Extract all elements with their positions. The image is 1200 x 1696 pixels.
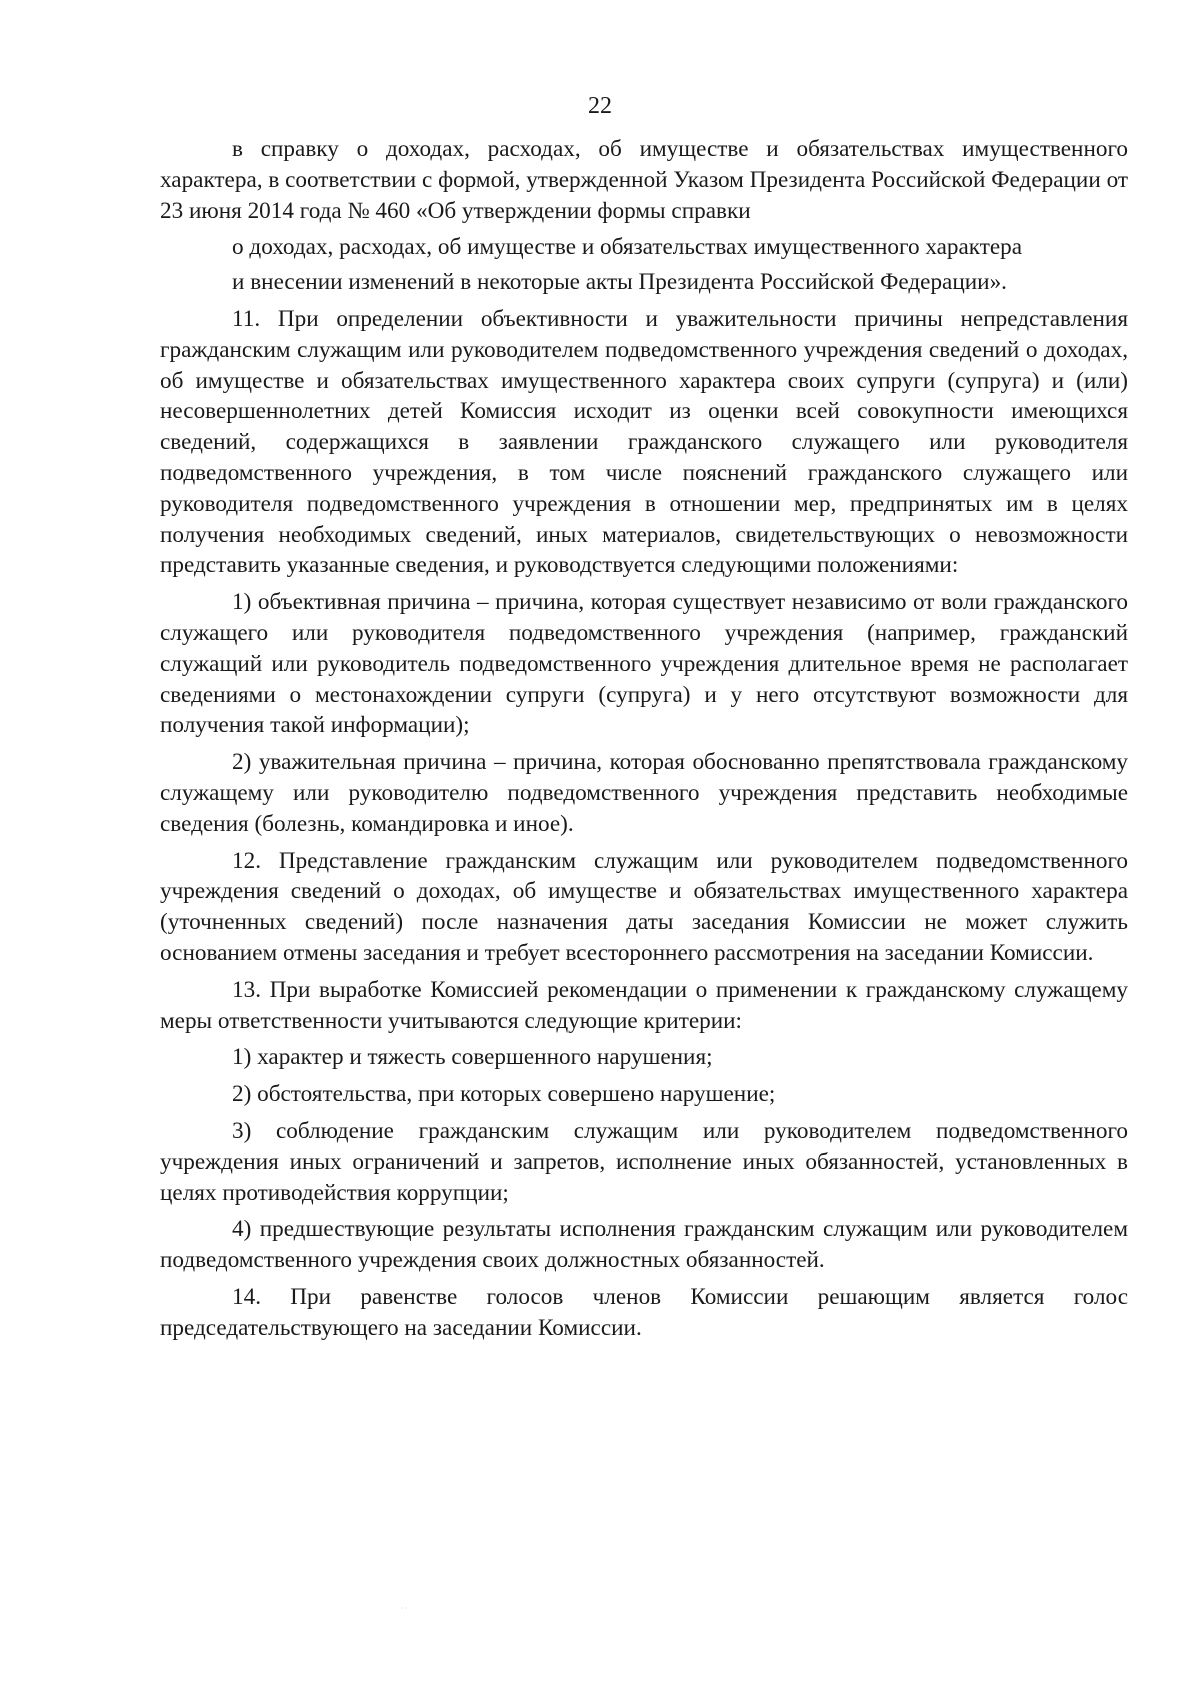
paragraph-item-11-subitem-2: 2) уважительная причина – причина, которая обоснованно препятствовала гражданскому служащему или руководителю подведомственного учреждения представить необходимые сведения (болезнь, командировка и иное). (160, 749, 1128, 837)
paragraph-form-reference-cont-2: и внесении изменений в некоторые акты Президента Российской Федерации». (232, 269, 1007, 296)
paragraph-item-14: 14. При равенстве голосов членов Комиссии решающим является голос председательствующего на заседании Комиссии. (160, 1283, 1128, 1341)
paragraph-item-13-criterion-3: 3) соблюдение гражданским служащим или руководителем подведомственного учреждения иных ограничений и запретов, исполнение иных обязанностей, установленных в целях противодействия коррупции; (160, 1117, 1128, 1206)
paragraph-item-13-criterion-1: 1) характер и тяжесть совершенного нарушения; (232, 1044, 713, 1071)
paragraph-item-12: 12. Представление гражданским служащим или руководителем подведомственного учреждения сведений о доходах, об имуществе и обязательствах имущественного характера (уточненных сведений) после назначения даты заседания Комиссии не может служить основанием отмены заседания и требует всестороннего рассмотрения на заседании Комиссии. (160, 847, 1128, 966)
scan-artifact: · · (400, 1604, 408, 1613)
paragraph-item-13-criterion-4: 4) предшествующие результаты исполнения гражданским служащим или руководителем подведомственного учреждения своих должностных обязанностей. (160, 1216, 1128, 1274)
paragraph-item-13-criterion-2: 2) обстоятельства, при которых совершено нарушение; (232, 1081, 776, 1108)
paragraph-form-reference-cont-1: о доходах, расходах, об имуществе и обязательствах имущественного характера (232, 234, 1023, 261)
paragraph-form-reference: в справку о доходах, расходах, об имуществе и обязательствах имущественного характера, в соответствии с формой, утвержденной Указом Президента Российской Федерации от 23 июня 2014 года № 460 «Об утверждении формы справки (160, 136, 1128, 224)
paragraph-item-11-subitem-1: 1) объективная причина – причина, которая существует независимо от воли гражданского служащего или руководителя подведомственного учреждения (например, гражданский служащий или руководитель подведомственного учреждения длительное время не располагает сведениями о местонахождении супруги (супруга) и у него отсутствуют возможности для получения такой информации); (160, 589, 1128, 739)
document-body (160, 134, 1128, 1349)
page-number: 22 (588, 93, 612, 119)
paragraph-item-13: 13. При выработке Комиссией рекомендации о применении к гражданскому служащему меры ответственности учитываются следующие критерии: (160, 976, 1128, 1034)
paragraph-item-11: 11. При определении объективности и уважительности причины непредставления гражданским служащим или руководителем подведомственного учреждения сведений о доходах, об имуществе и обязательствах имущественного характера своих супруги (супруга) и (или) несовершеннолетних детей Комиссия исходит из оценки всей совокупности имеющихся сведений, содержащихся в заявлении гражданского служащего или руководителя подведомственного учреждения, в том числе пояснений гражданского служащего или руководителя подведомственного учреждения в отношении мер, предпринятых им в целях получения необходимых сведений, иных материалов, свидетельствующих о невозможности представить указанные сведения, и руководствуется следующими положениями: (160, 305, 1128, 579)
